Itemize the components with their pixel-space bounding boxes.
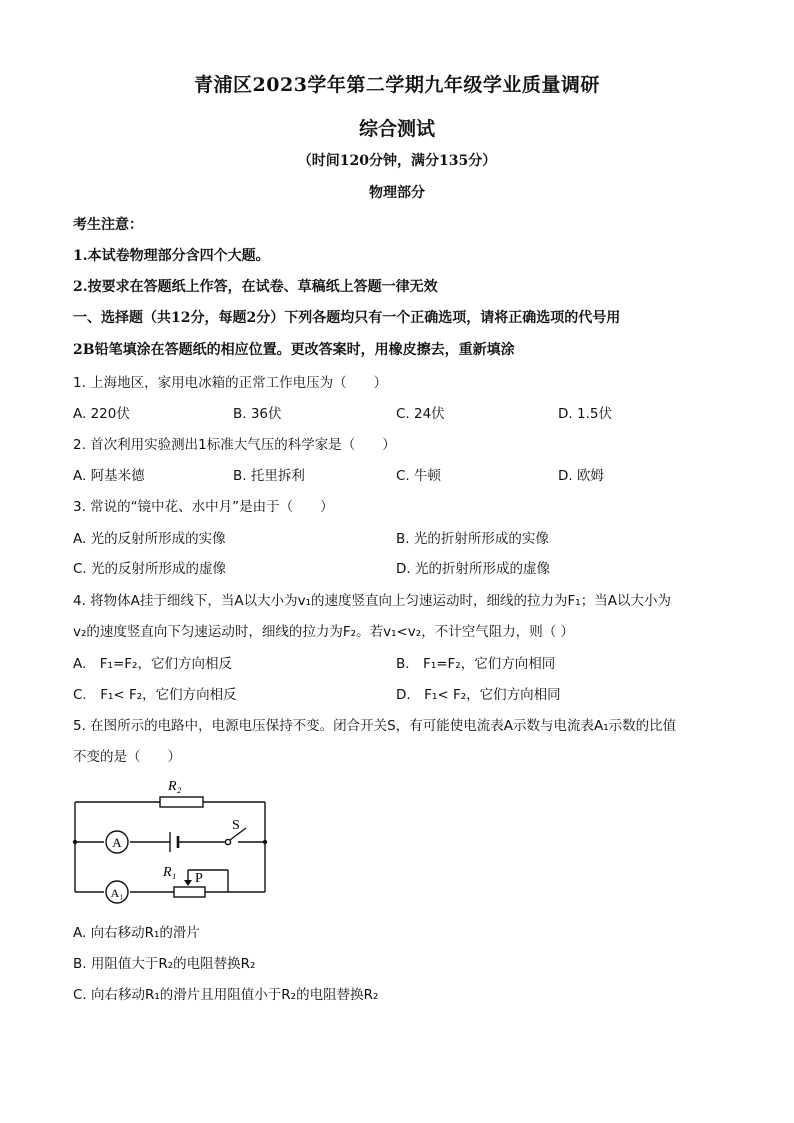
question-4-stem-line1: 4. 将物体A挂于细线下，当A以大小为v₁的速度竖直向上匀速运动时，细线的拉力为F₁；当A以大小为 xyxy=(73,593,671,609)
resistor-r1 xyxy=(174,887,205,897)
question-2-option-b: B. 托里拆利 xyxy=(233,468,305,484)
ammeter-a-label: A xyxy=(112,835,122,850)
question-5-option-c: C. 向右移动R₁的滑片且用阻值小于R₂的电阻替换R₂ xyxy=(73,987,379,1003)
question-1-option-a: A. 220伏 xyxy=(73,406,130,422)
r2-label: R₂ xyxy=(168,779,182,794)
question-2-option-a: A. 阿基米德 xyxy=(73,468,145,484)
switch-label: S xyxy=(232,818,240,833)
resistor-r2 xyxy=(160,797,203,807)
circuit-diagram xyxy=(60,770,280,910)
notice-heading: 考生注意： xyxy=(73,217,143,233)
question-4-option-b: B. F₁=F₂，它们方向相同 xyxy=(396,656,556,672)
exam-title: 青浦区2023学年第二学期九年级学业质量调研 xyxy=(194,74,600,96)
exam-subtitle: 综合测试 xyxy=(358,118,435,140)
question-1-option-d: D. 1.5伏 xyxy=(558,406,612,422)
part1-instructions-line1: 一、选择题（共12分，每题2分）下列各题均只有一个正确选项，请将正确选项的代号用 xyxy=(73,310,621,326)
question-5-stem-line1: 5. 在图所示的电路中，电源电压保持不变。闭合开关S，有可能使电流表A示数与电流表A₁示数的比值 xyxy=(73,718,677,734)
question-3-option-c: C. 光的反射所形成的虚像 xyxy=(73,561,227,577)
section-title: 物理部分 xyxy=(369,185,425,201)
question-5-stem-line2: 不变的是（ ） xyxy=(73,749,181,765)
question-3-option-b: B. 光的折射所形成的实像 xyxy=(396,531,549,547)
notice-item-1: 1.本试卷物理部分含四个大题。 xyxy=(73,248,270,264)
question-4-option-d: D. F₁< F₂，它们方向相同 xyxy=(396,687,561,703)
slider-label: P xyxy=(195,871,203,886)
question-2-option-d: D. 欧姆 xyxy=(558,468,604,484)
question-5-option-a: A. 向右移动R₁的滑片 xyxy=(73,925,200,941)
r1-label: R₁ xyxy=(163,865,177,880)
question-3-option-d: D. 光的折射所形成的虚像 xyxy=(396,561,550,577)
question-4-option-a: A. F₁=F₂，它们方向相反 xyxy=(73,656,232,672)
slider-arrow-icon xyxy=(184,880,192,886)
battery-icon xyxy=(170,832,178,852)
question-4-stem-line2: v₂的速度竖直向下匀速运动时，细线的拉力为F₂。若v₁<v₂，不计空气阻力，则（ ） xyxy=(73,624,574,640)
question-5-option-b: B. 用阻值大于R₂的电阻替换R₂ xyxy=(73,956,256,972)
question-2-stem: 2. 首次利用实验测出1标准大气压的科学家是（ ） xyxy=(73,437,396,453)
question-3-stem: 3. 常说的“镜中花、水中月”是由于（ ） xyxy=(73,499,334,515)
notice-item-2: 2.按要求在答题纸上作答，在试卷、草稿纸上答题一律无效 xyxy=(73,279,438,295)
question-2-option-c: C. 牛顿 xyxy=(396,468,442,484)
question-1-stem: 1. 上海地区，家用电冰箱的正常工作电压为（ ） xyxy=(73,375,388,391)
question-1-option-c: C. 24伏 xyxy=(396,406,445,422)
question-3-option-a: A. 光的反射所形成的实像 xyxy=(73,531,226,547)
question-4-option-c: C. F₁< F₂，它们方向相反 xyxy=(73,687,237,703)
ammeter-a1-label: A₁ xyxy=(110,886,124,900)
question-1-option-b: B. 36伏 xyxy=(233,406,282,422)
part1-instructions-line2: 2B铅笔填涂在答题纸的相应位置。更改答案时，用橡皮擦去，重新填涂 xyxy=(73,342,515,358)
time-note: （时间120分钟，满分135分） xyxy=(297,153,497,169)
